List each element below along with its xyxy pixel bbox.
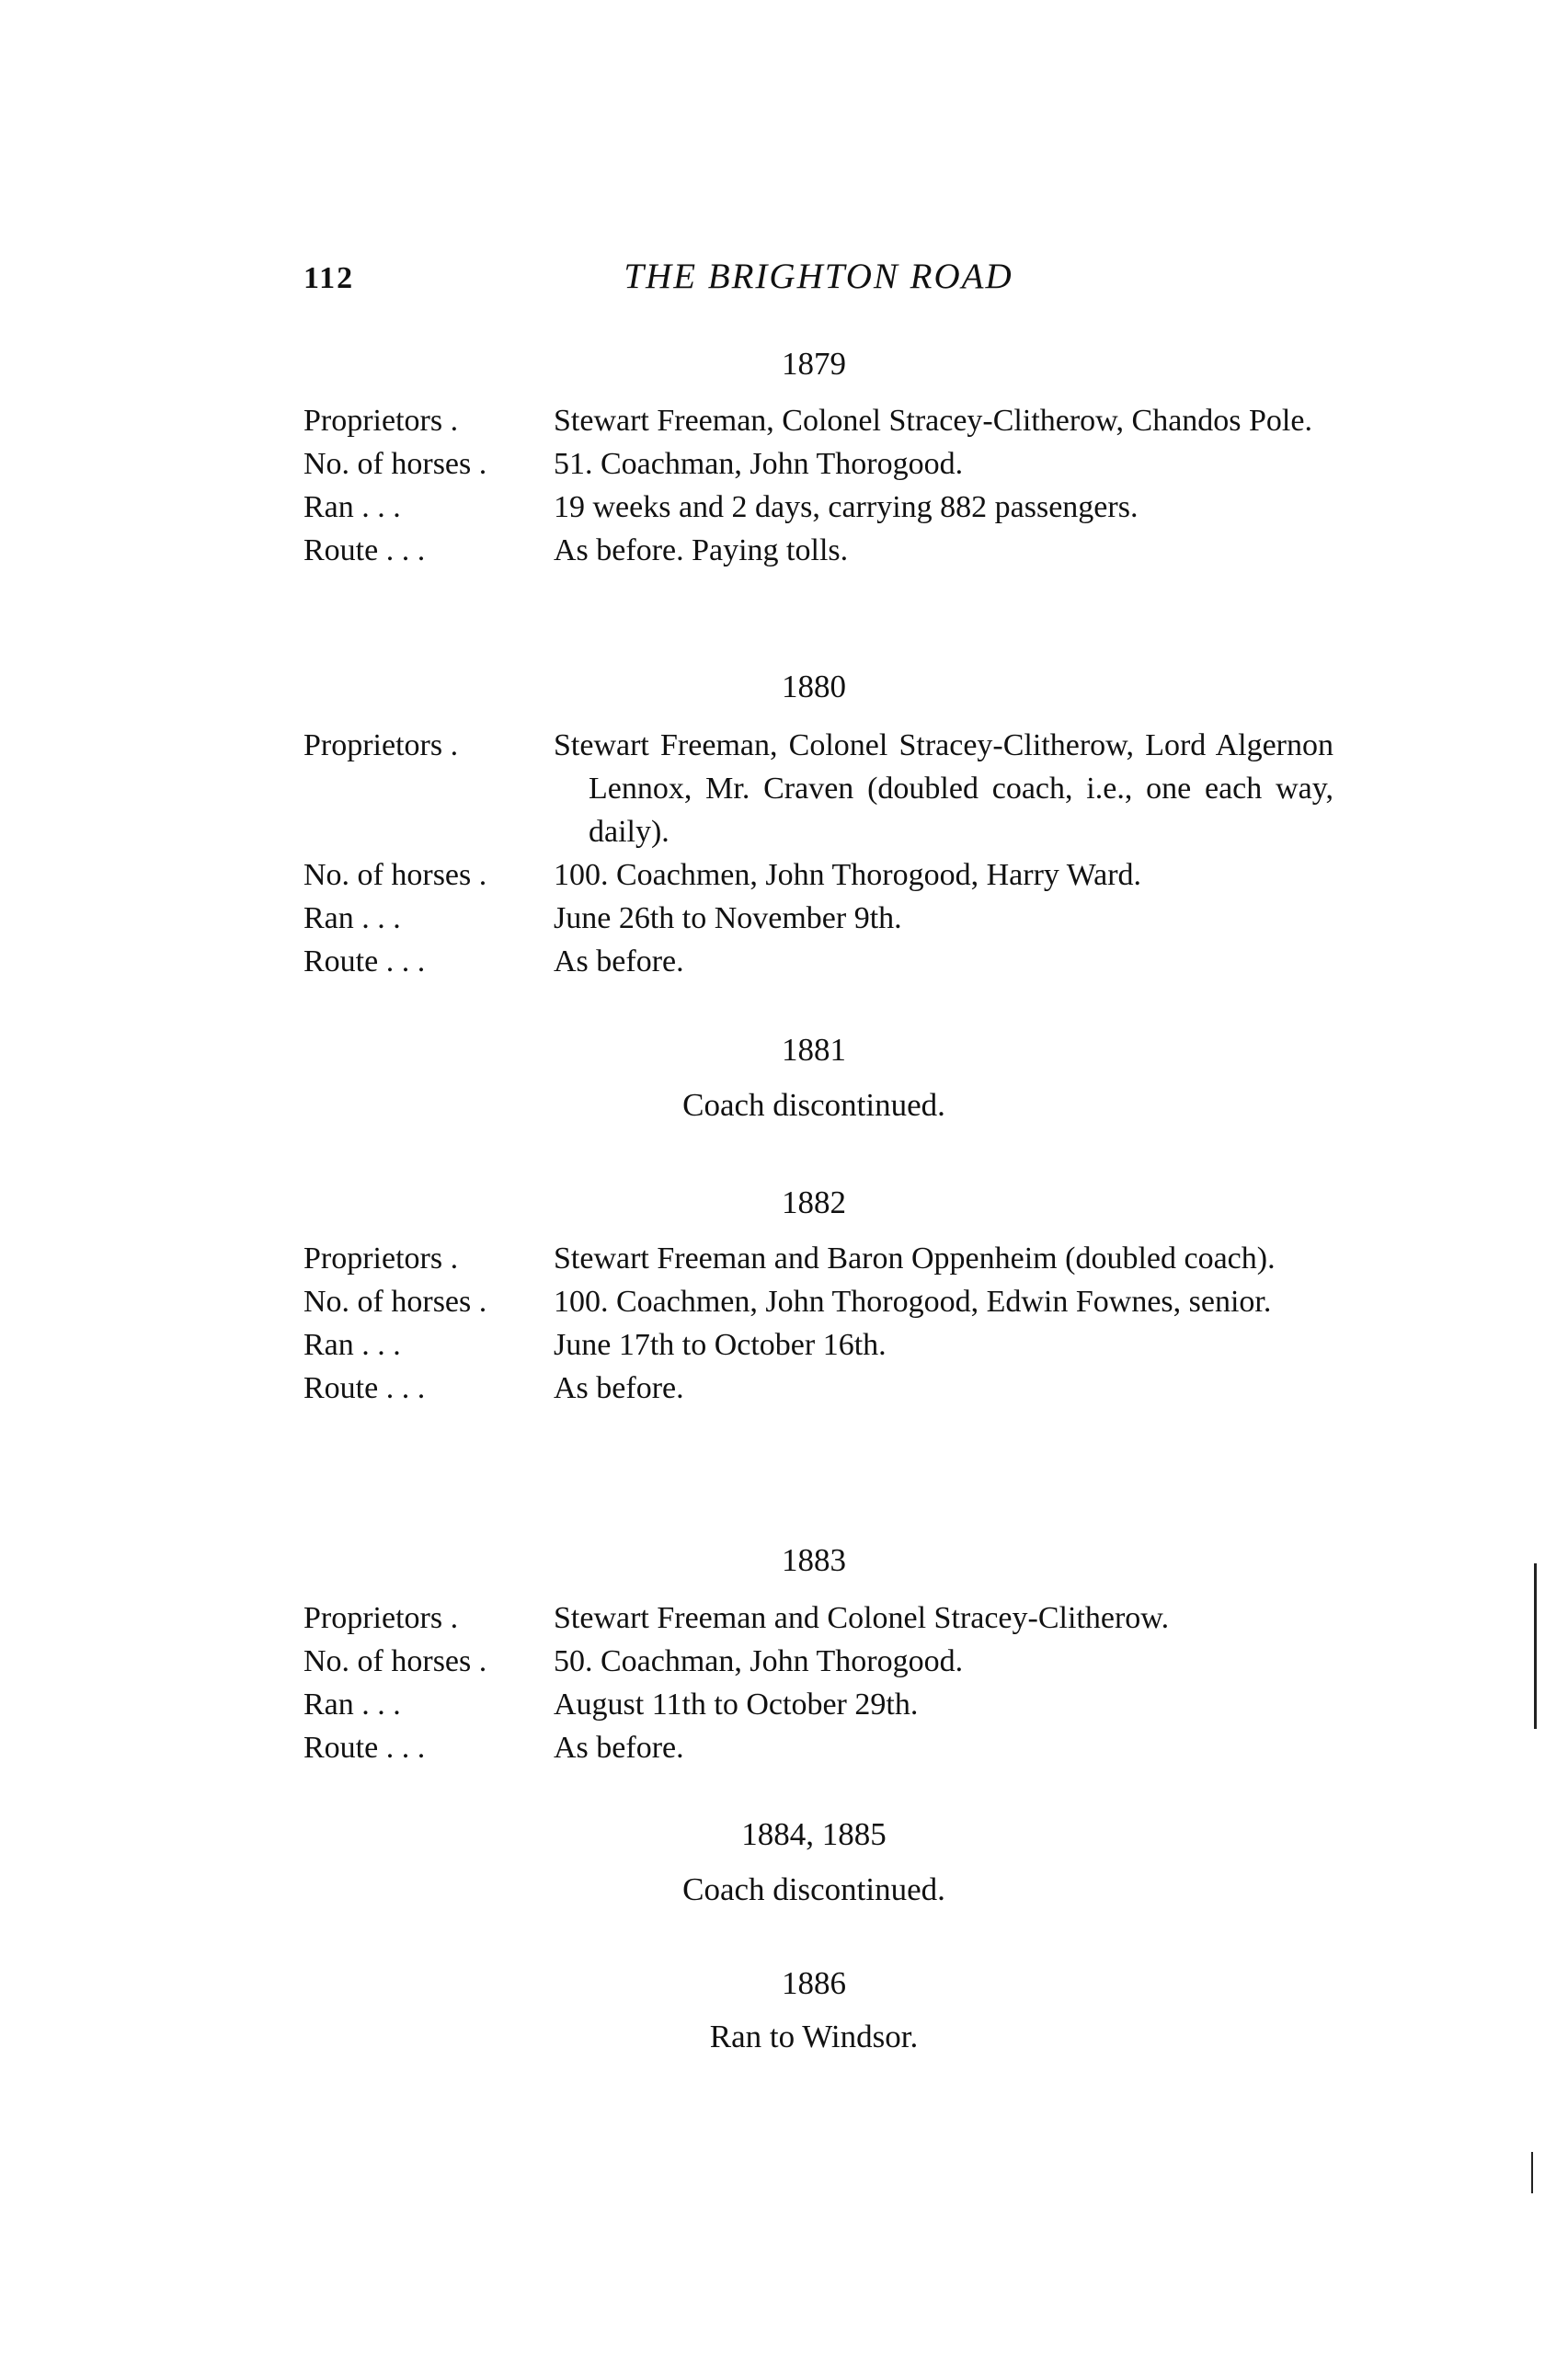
entry-row [303,399,1333,442]
row-value: 100. Coachmen, John Thorogood, Edwin Fownes, senior. [554,1285,1272,1319]
entry-row [303,853,1333,897]
entry-row [303,1280,1333,1323]
scan-edge-mark [1531,2152,1533,2193]
row-label: Proprietors . [303,728,459,762]
row-label: No. of horses . [303,447,487,481]
entry-row [303,940,1333,983]
entry-1882 [303,1237,1333,1410]
row-value: 100. Coachmen, John Thorogood, Harry Ward. [554,858,1142,892]
row-value: Stewart Freeman, Colonel Stracey-Clitherow, Lord Algernon Lennox, Mr. Craven (doubled coach, i.e., one each way, daily). [554,728,1333,849]
row-value: Stewart Freeman and Baron Oppenheim (doubled coach). [554,1241,1276,1276]
year-heading: 1883 [782,1542,846,1578]
entry-row [303,1596,1333,1640]
page-number: 112 [303,261,355,295]
row-value: 50. Coachman, John Thorogood. [554,1644,964,1678]
entry-row [303,1323,1333,1367]
year-heading: 1884, 1885 [741,1816,887,1852]
row-value: Stewart Freeman and Colonel Stracey-Clitherow. [554,1601,1170,1635]
year-heading: 1886 [782,1965,846,2001]
row-label: Ran . . . [303,901,401,935]
entry-row [303,1237,1333,1280]
row-value: As before. [554,944,684,978]
entry-row [303,724,1333,853]
row-label: Proprietors . [303,1601,459,1635]
running-title: THE BRIGHTON ROAD [624,257,1013,296]
entry-row [303,486,1333,529]
row-value: 51. Coachman, John Thorogood. [554,447,964,481]
year-heading: 1881 [782,1032,846,1068]
year-heading: 1879 [782,346,846,382]
row-label: Route . . . [303,944,426,978]
section-note: Ran to Windsor. [709,2019,919,2054]
entry-row [303,529,1333,572]
entry-row [303,1683,1333,1726]
scan-edge-mark [1534,1563,1537,1729]
row-label: Ran . . . [303,1688,401,1722]
row-value: As before. [554,1731,684,1765]
entry-1879 [303,399,1333,572]
row-label: Route . . . [303,1731,426,1765]
row-value: August 11th to October 29th. [554,1688,919,1722]
row-label: No. of horses . [303,858,487,892]
row-label: No. of horses . [303,1644,487,1678]
entry-row [303,1367,1333,1410]
row-label: Route . . . [303,1371,426,1405]
row-value: As before. Paying tolls. [554,533,849,567]
row-value: As before. [554,1371,684,1405]
row-label: Ran . . . [303,490,401,524]
section-note: Coach discontinued. [682,1871,945,1907]
row-value: Stewart Freeman, Colonel Stracey-Clitherow, Chandos Pole. [554,404,1312,438]
row-value: 19 weeks and 2 days, carrying 882 passengers. [554,490,1139,524]
entry-1880 [303,724,1333,983]
row-label: Ran . . . [303,1328,401,1362]
row-value: June 17th to October 16th. [554,1328,887,1362]
row-value: June 26th to November 9th. [554,901,902,935]
year-heading: 1882 [782,1184,846,1220]
entry-row [303,897,1333,940]
year-heading: 1880 [782,669,846,704]
entry-row [303,1726,1333,1769]
entry-row [303,442,1333,486]
page-header [303,256,1333,311]
row-label: Proprietors . [303,404,459,438]
row-label: Proprietors . [303,1241,459,1276]
section-note: Coach discontinued. [682,1087,945,1123]
entry-row [303,1640,1333,1683]
entry-1883 [303,1596,1333,1769]
row-label: No. of horses . [303,1285,487,1319]
row-label: Route . . . [303,533,426,567]
